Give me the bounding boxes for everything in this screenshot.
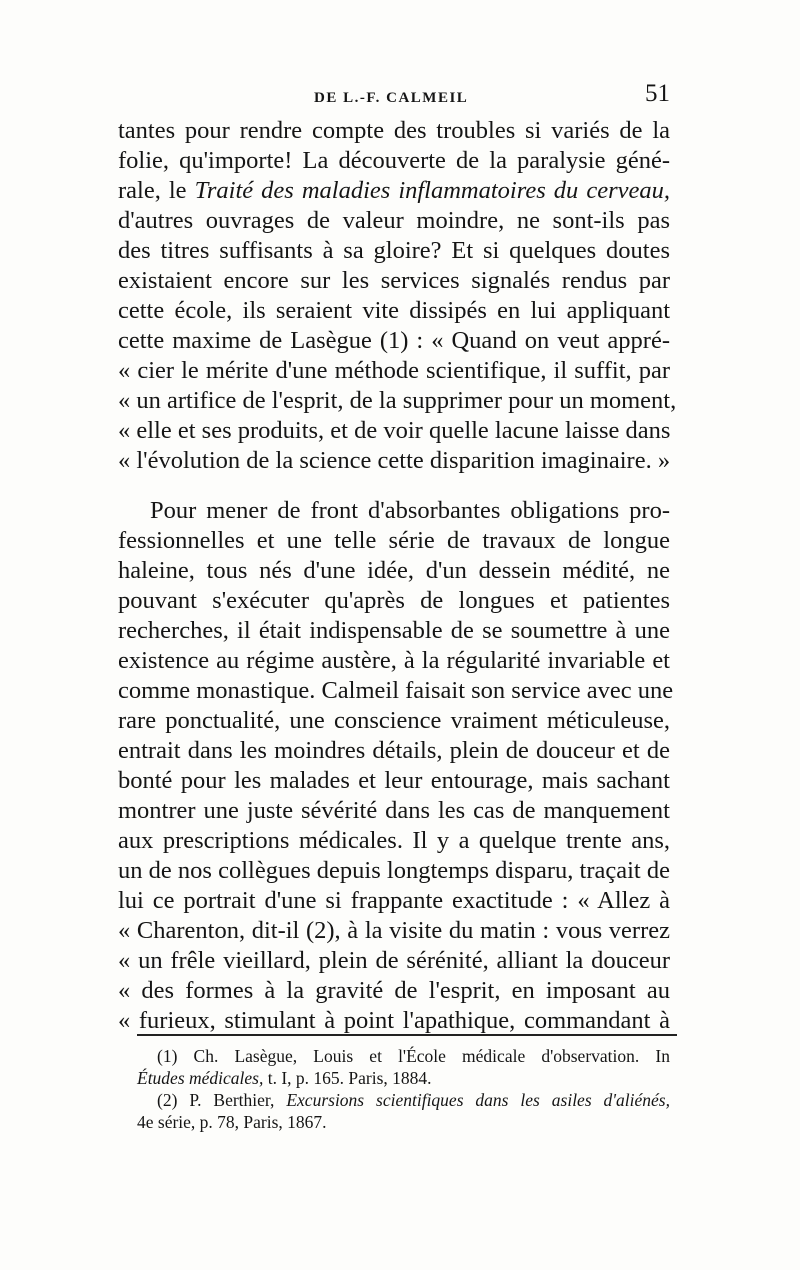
text-line: « un frêle vieillard, plein de sérénité, alliant la douceur: [118, 947, 670, 974]
text-line: des titres suffisants à sa gloire? Et si quelques doutes: [118, 237, 670, 264]
text-segment: t. I, p. 165. Paris, 1884.: [263, 1068, 432, 1088]
text-line: [118, 176, 670, 206]
text-line: recherches, il était indispensable de se soumettre à une: [118, 617, 670, 644]
text-line: « elle et ses produits, et de voir quelle lacune laisse dans: [118, 417, 671, 444]
text-line: existence au régime austère, à la régularité invariable et: [118, 647, 670, 674]
text-line: « un artifice de l'esprit, de la supprimer pour un moment,: [118, 387, 677, 414]
text-line: folie, qu'importe! La découverte de la paralysie géné-: [118, 147, 670, 174]
running-title: DE L.-F. CALMEIL: [314, 90, 469, 106]
text-segment: (2) P. Berthier,: [157, 1090, 287, 1110]
footnote-1: (1) Ch. Lasègue, Louis et l'École médicale d'observation. In: [157, 1046, 670, 1066]
text-line: lui ce portrait d'une si frappante exactitude : « Allez à: [118, 887, 670, 914]
text-line: cette école, ils seraient vite dissipés en lui appliquant: [118, 297, 670, 324]
text-line: Pour mener de front d'absorbantes obligations pro-: [150, 497, 670, 524]
text-line: fessionnelles et une telle série de travaux de longue: [118, 527, 670, 554]
text-line: bonté pour les malades et leur entourage, mais sachant: [118, 767, 670, 794]
text-line: cette maxime de Lasègue (1) : « Quand on veut appré-: [118, 327, 670, 354]
text-line: montrer une juste sévérité dans les cas de manquement: [118, 797, 670, 824]
text-line: d'autres ouvrages de valeur moindre, ne sont-ils pas: [118, 207, 670, 234]
text-line: haleine, tous nés d'une idée, d'un dessein médité, ne: [118, 557, 670, 584]
page-header: [118, 80, 670, 120]
text-line: « furieux, stimulant à point l'apathique, commandant à: [118, 1007, 670, 1034]
page-number: 51: [645, 80, 670, 107]
text-line: comme monastique. Calmeil faisait son service avec une: [118, 677, 674, 704]
footnote-1-continuation: [137, 1068, 670, 1089]
footnote-2: [137, 1090, 670, 1111]
text-line: entrait dans les moindres détails, plein de douceur et de: [118, 737, 670, 764]
text-line: tantes pour rendre compte des troubles si variés de la: [118, 117, 670, 144]
book-title-italic: Études médicales,: [137, 1068, 264, 1088]
footnote-2-continuation: 4e série, p. 78, Paris, 1867.: [137, 1112, 327, 1132]
text-line: « Charenton, dit-il (2), à la visite du matin : vous verrez: [118, 917, 670, 944]
text-line: aux prescriptions médicales. Il y a quelque trente ans,: [118, 827, 670, 854]
book-title-italic: Traité des maladies inflammatoires du cerveau,: [194, 177, 670, 204]
text-line: « des formes à la gravité de l'esprit, en imposant au: [118, 977, 670, 1004]
text-line: « cier le mérite d'une méthode scientifique, il suffit, par: [118, 357, 670, 384]
text-line: un de nos collègues depuis longtemps disparu, traçait de: [118, 857, 670, 884]
book-title-italic: Excursions scientifiques dans les asiles d'aliénés,: [286, 1090, 670, 1110]
text-line: pouvant s'exécuter qu'après de longues et patientes: [118, 587, 670, 614]
text-line: rare ponctualité, une conscience vraiment méticuleuse,: [118, 707, 670, 734]
footnote-separator: [137, 1034, 677, 1036]
text-line: « l'évolution de la science cette disparition imaginaire. »: [118, 447, 671, 474]
text-line: existaient encore sur les services signalés rendus par: [118, 267, 670, 294]
text-segment: rale, le: [118, 177, 195, 204]
